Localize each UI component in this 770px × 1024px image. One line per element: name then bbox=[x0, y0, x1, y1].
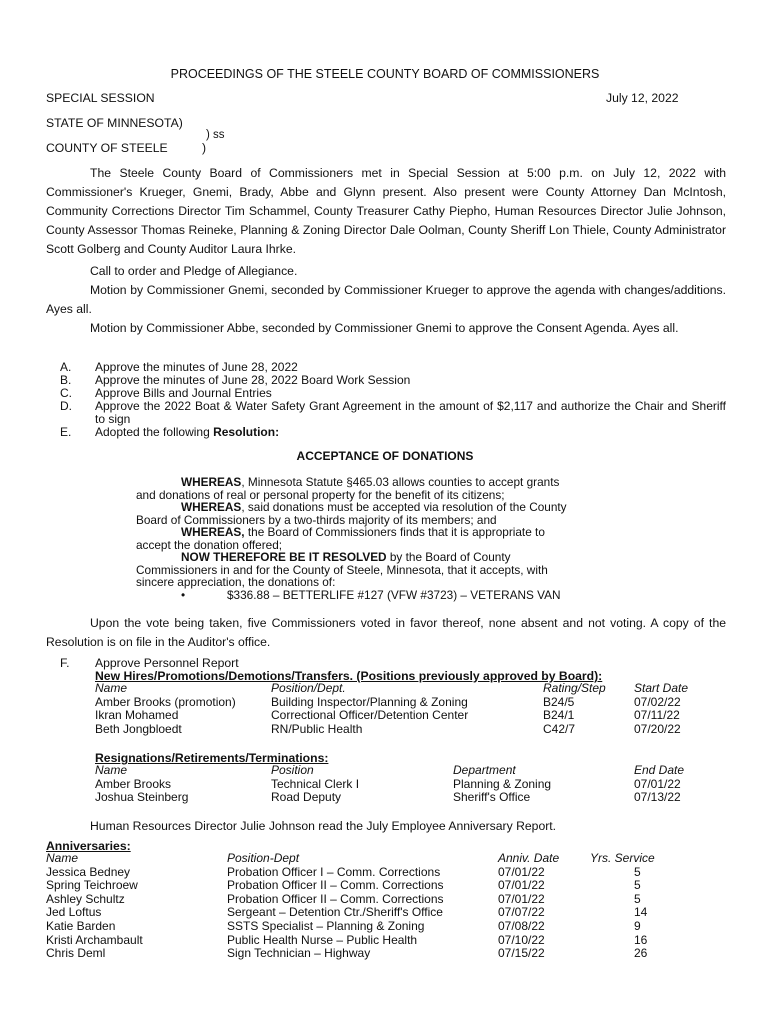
table-row bbox=[46, 934, 706, 948]
cell-name: Jed Loftus bbox=[46, 905, 102, 920]
consent-agenda-list bbox=[60, 361, 726, 439]
cell-years: 9 bbox=[634, 918, 641, 933]
list-marker: B. bbox=[60, 373, 72, 387]
cell-name: Amber Brooks (promotion) bbox=[95, 694, 236, 709]
cell-position: Building Inspector/Planning & Zoning bbox=[271, 694, 468, 709]
list-text: Approve Bills and Journal Entries bbox=[95, 386, 272, 400]
resignations-table bbox=[95, 764, 715, 805]
cell-department: Planning & Zoning bbox=[453, 776, 552, 791]
cell-position: Probation Officer II – Comm. Corrections bbox=[227, 878, 444, 893]
resolved-cont-2: sincere appreciation, the donations of: bbox=[136, 575, 336, 589]
table-row bbox=[95, 696, 715, 710]
resolved-cont-1: Commissioners in and for the County of Steele, Minnesota, that it accepts, with bbox=[136, 562, 548, 577]
col-years: Yrs. Service bbox=[590, 851, 655, 865]
cell-position: RN/Public Health bbox=[271, 721, 363, 736]
cell-position: Public Health Nurse – Public Health bbox=[227, 932, 418, 947]
cell-name: Kristi Archambault bbox=[46, 932, 143, 947]
cell-name: Ikran Mohamed bbox=[95, 708, 179, 723]
cell-date: 07/07/22 bbox=[498, 905, 545, 920]
whereas-2-cont: Board of Commissioners by a two-thirds majority of its members; and bbox=[136, 512, 497, 527]
new-hires-table bbox=[95, 682, 715, 736]
table-header bbox=[95, 764, 715, 778]
county-line: COUNTY OF STEELE bbox=[46, 141, 168, 155]
anniversaries-heading: Anniversaries: bbox=[46, 839, 131, 853]
cell-date: 07/01/22 bbox=[498, 864, 545, 879]
col-position: Position bbox=[271, 763, 314, 777]
cell-date: 07/10/22 bbox=[498, 932, 545, 947]
donation-text: $336.88 – BETTERLIFE #127 (VFW #3723) – VETERANS VAN bbox=[227, 587, 561, 602]
resolved-text: by the Board of County bbox=[386, 550, 511, 564]
cell-date: 07/01/22 bbox=[634, 776, 681, 791]
cell-rating: C42/7 bbox=[543, 721, 576, 736]
hr-anniversary-note: Human Resources Director Julie Johnson read the July Employee Anniversary Report. bbox=[90, 819, 557, 833]
cell-years: 16 bbox=[634, 932, 648, 947]
resolution-heading: ACCEPTANCE OF DONATIONS bbox=[296, 449, 474, 463]
cell-date: 07/20/22 bbox=[634, 721, 681, 736]
new-hires-heading: New Hires/Promotions/Demotions/Transfers. (Positions previously approved by Board): bbox=[95, 669, 603, 683]
cell-date: 07/13/22 bbox=[634, 790, 681, 805]
col-name: Name bbox=[46, 851, 79, 865]
whereas-1-cont: and donations of real or personal property for the benefit of its citizens; bbox=[136, 487, 505, 502]
table-row bbox=[46, 866, 706, 880]
cell-position: Sergeant – Detention Ctr./Sheriff's Office bbox=[227, 905, 443, 920]
list-item bbox=[60, 426, 726, 439]
cell-department: Sheriff's Office bbox=[453, 790, 531, 805]
table-header bbox=[95, 682, 715, 696]
cell-name: Katie Barden bbox=[46, 918, 116, 933]
cell-position: Sign Technician – Highway bbox=[227, 946, 371, 961]
table-row bbox=[95, 778, 715, 792]
col-name: Name bbox=[95, 763, 128, 777]
cell-years: 5 bbox=[634, 891, 641, 906]
table-row bbox=[46, 906, 706, 920]
cell-years: 5 bbox=[634, 878, 641, 893]
item-f-text: Approve Personnel Report bbox=[95, 656, 239, 670]
table-row bbox=[46, 893, 706, 907]
table-row bbox=[46, 920, 706, 934]
resolved-keyword: NOW THEREFORE BE IT RESOLVED bbox=[181, 550, 387, 564]
list-marker: A. bbox=[60, 360, 72, 374]
cell-position: Road Deputy bbox=[271, 790, 342, 805]
table-row bbox=[46, 947, 706, 961]
cell-date: 07/01/22 bbox=[498, 878, 545, 893]
state-line: STATE OF MINNESOTA) bbox=[46, 116, 183, 130]
cell-name: Chris Deml bbox=[46, 946, 106, 961]
table-row bbox=[95, 709, 715, 723]
col-department: Department bbox=[453, 763, 516, 777]
col-anniv-date: Anniv. Date bbox=[498, 851, 560, 865]
cell-date: 07/11/22 bbox=[634, 708, 680, 723]
motion-consent: Motion by Commissioner Abbe, seconded by Commissioner Gnemi to approve the Consent Agenda. Ayes all. bbox=[90, 321, 679, 335]
whereas-keyword: WHEREAS bbox=[181, 500, 242, 514]
donation-item bbox=[136, 589, 626, 603]
cell-position: Probation Officer I – Comm. Corrections bbox=[227, 864, 441, 879]
whereas-keyword: WHEREAS, bbox=[181, 525, 245, 539]
whereas-3-cont: accept the donation offered; bbox=[136, 537, 283, 552]
cell-rating: B24/1 bbox=[543, 708, 575, 723]
list-marker: C. bbox=[60, 386, 72, 400]
whereas-keyword: WHEREAS bbox=[181, 475, 242, 489]
table-row bbox=[95, 723, 715, 737]
resolved-clause bbox=[136, 551, 626, 564]
cell-years: 14 bbox=[634, 905, 648, 920]
cell-position: Probation Officer II – Comm. Corrections bbox=[227, 891, 444, 906]
list-text-lead: Adopted the following bbox=[95, 425, 214, 439]
resignations-heading: Resignations/Retirements/Terminations: bbox=[95, 751, 329, 765]
cell-years: 26 bbox=[634, 946, 648, 961]
whereas-text: , said donations must be accepted via resolution of the County bbox=[241, 500, 567, 514]
cell-date: 07/02/22 bbox=[634, 694, 681, 709]
cell-name: Jessica Bedney bbox=[46, 864, 131, 879]
col-end-date: End Date bbox=[634, 763, 685, 777]
table-row bbox=[46, 879, 706, 893]
anniversaries-table bbox=[46, 852, 706, 961]
resolution-word: Resolution: bbox=[213, 425, 280, 439]
cell-name: Ashley Schultz bbox=[46, 891, 125, 906]
motion-agenda: Motion by Commissioner Gnemi, seconded by Commissioner Krueger to approve the agenda with changes/additions. Ayes all. bbox=[46, 283, 726, 316]
list-marker: E. bbox=[60, 425, 72, 439]
cell-name: Beth Jongbloedt bbox=[95, 721, 182, 736]
cell-position: SSTS Specialist – Planning & Zoning bbox=[227, 918, 425, 933]
cell-position: Technical Clerk I bbox=[271, 776, 360, 791]
cell-name: Amber Brooks bbox=[95, 776, 172, 791]
table-header bbox=[46, 852, 706, 866]
vote-paragraph: Upon the vote being taken, five Commissioners voted in favor thereof, none absent and not voting. A copy of the Resolution is on file in the Auditor's office. bbox=[46, 616, 726, 649]
table-row bbox=[95, 791, 715, 805]
list-item bbox=[60, 400, 726, 426]
ss-mark: ) ss bbox=[206, 129, 225, 141]
list-text: Approve the minutes of June 28, 2022 bbox=[95, 360, 298, 374]
col-position-dept: Position-Dept bbox=[227, 851, 300, 865]
session-type: SPECIAL SESSION bbox=[46, 91, 155, 105]
whereas-1 bbox=[136, 476, 626, 489]
whereas-2 bbox=[136, 501, 626, 514]
bullet-icon: • bbox=[181, 587, 186, 602]
cell-name: Spring Teichroew bbox=[46, 878, 138, 893]
whereas-3 bbox=[136, 526, 626, 539]
session-date: July 12, 2022 bbox=[606, 91, 679, 105]
cell-rating: B24/5 bbox=[543, 694, 575, 709]
cell-date: 07/01/22 bbox=[498, 891, 545, 906]
whereas-text: , Minnesota Statute §465.03 allows counties to accept grants bbox=[241, 475, 560, 489]
call-to-order: Call to order and Pledge of Allegiance. bbox=[90, 264, 298, 278]
item-f-marker: F. bbox=[60, 656, 70, 670]
col-position: Position/Dept. bbox=[271, 681, 346, 695]
cell-years: 5 bbox=[634, 864, 641, 879]
list-marker: D. bbox=[60, 399, 72, 413]
resolution-body bbox=[136, 476, 626, 603]
cell-date: 07/15/22 bbox=[498, 946, 545, 961]
county-paren: ) bbox=[202, 141, 207, 155]
list-text bbox=[95, 426, 726, 439]
list-text: Approve the 2022 Boat & Water Safety Grant Agreement in the amount of $2,117 and authorize the Chair and Sheriff to sign bbox=[95, 399, 726, 426]
document-title: PROCEEDINGS OF THE STEELE COUNTY BOARD OF COMMISSIONERS bbox=[170, 67, 600, 81]
cell-name: Joshua Steinberg bbox=[95, 790, 189, 805]
cell-position: Correctional Officer/Detention Center bbox=[271, 708, 469, 723]
col-name: Name bbox=[95, 681, 128, 695]
col-rating: Rating/Step bbox=[543, 681, 606, 695]
cell-date: 07/08/22 bbox=[498, 918, 545, 933]
intro-paragraph: The Steele County Board of Commissioners met in Special Session at 5:00 p.m. on July 12, 2022 with Commissioner's Krueger, Gnemi, Brady, Abbe and Glynn present. Also present were County Attorney Dan McIntosh, Community Corrections Director Tim Schammel, County Treasurer Cathy Piepho, Human Resources Director Julie Johnson, County Assessor Thomas Reineke, Planning & Zoning Director Dale Oolman, County Sheriff Lon Thiele, County Administrator Scott Golberg and County Auditor Laura Ihrke. bbox=[46, 166, 726, 256]
list-text: Approve the minutes of June 28, 2022 Board Work Session bbox=[95, 373, 411, 387]
whereas-text: the Board of Commissioners finds that it is appropriate to bbox=[244, 525, 545, 539]
col-start-date: Start Date bbox=[634, 681, 689, 695]
